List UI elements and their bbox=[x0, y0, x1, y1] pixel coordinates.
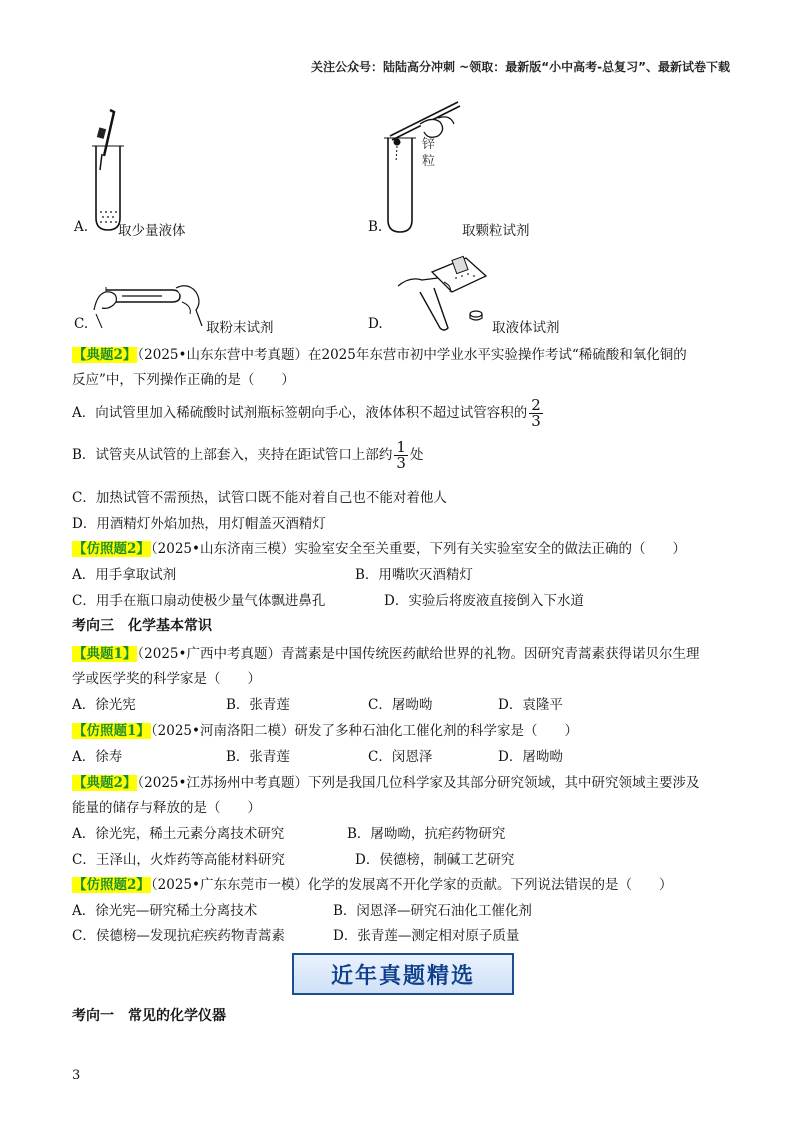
option-c: C．闵恩泽 bbox=[368, 749, 433, 765]
option-c: C．用手在瓶口扇动使极少量气体飘进鼻孔 bbox=[72, 593, 326, 609]
question-fang1-line1 bbox=[72, 719, 578, 739]
figure-a-caption: 取少量液体 bbox=[118, 223, 186, 239]
question-text: （2025•广东东莞市一模）化学的发展离不开化学家的贡献。下列说法错误的是（ ） bbox=[150, 877, 673, 893]
figure-c-powder-image bbox=[92, 280, 212, 330]
option-d: D．侯德榜，制碱工艺研究 bbox=[355, 852, 515, 868]
figure-b-letter: B. bbox=[368, 219, 383, 235]
option-d: D．张青莲—测定相对原子质量 bbox=[333, 928, 520, 944]
figure-b-caption: 取颗粒试剂 bbox=[462, 223, 530, 239]
page-number: 3 bbox=[72, 1068, 81, 1083]
figure-d-letter: D. bbox=[368, 316, 383, 332]
question-tag: 【典题1】 bbox=[73, 646, 137, 662]
question-dian2-a-line2: 反应”中，下列操作正确的是（ ） bbox=[72, 372, 295, 388]
question-text: （2025•广西中考真题）青蒿素是中国传统医药献给世界的礼物。因研究青蒿素获得诺贝尔生理 bbox=[137, 646, 700, 662]
section-banner bbox=[292, 953, 514, 995]
option-d: D．实验后将废液直接倒入下水道 bbox=[384, 593, 584, 609]
option-text: B．试管夹从试管的上部套入，夹持在距试管口上部约 bbox=[72, 447, 393, 463]
option-d: D．袁隆平 bbox=[498, 697, 563, 713]
option-text: A．向试管里加入稀硫酸时试剂瓶标签朝向手心，液体体积不超过试管容积的 bbox=[72, 405, 528, 421]
option-b bbox=[72, 440, 423, 471]
question-text: （2025•江苏扬州中考真题）下列是我国几位科学家及其部分研究领域，其中研究领域主要涉及 bbox=[137, 775, 700, 791]
question-tag: 【典题2】 bbox=[73, 775, 137, 791]
question-tag: 【仿照题2】 bbox=[73, 877, 150, 893]
option-a: A．徐光宪—研究稀土分离技术 bbox=[72, 903, 258, 919]
fraction-numerator: 2 bbox=[531, 396, 541, 414]
question-fang2-b-line1 bbox=[72, 873, 672, 893]
option-a bbox=[72, 398, 545, 429]
option-tail: 处 bbox=[409, 447, 424, 463]
figure-c-letter: C. bbox=[74, 316, 89, 332]
question-dian2-b-line1 bbox=[72, 771, 699, 791]
question-tag: 【仿照题2】 bbox=[73, 541, 150, 557]
option-a: A．徐光宪，稀土元素分离技术研究 bbox=[72, 826, 285, 842]
figure-b-zinc-label: 锌 粒 bbox=[422, 137, 436, 169]
option-c: C．王泽山，火炸药等高能材料研究 bbox=[72, 852, 285, 868]
option-b: B．张青莲 bbox=[226, 749, 290, 765]
question-dian1-line1 bbox=[72, 642, 699, 662]
option-c: C．屠呦呦 bbox=[368, 697, 433, 713]
option-d: D．用酒精灯外焰加热，用灯帽盖灭酒精灯 bbox=[72, 516, 326, 532]
question-tag: 【仿照题1】 bbox=[73, 723, 150, 739]
question-dian2-b-line2: 能量的储存与释放的是（ ） bbox=[72, 800, 261, 816]
option-b: B．闵恩泽—研究石油化工催化剂 bbox=[333, 903, 532, 919]
option-b: B．用嘴吹灭酒精灯 bbox=[355, 567, 473, 583]
option-c: C．加热试管不需预热，试管口既不能对着自己也不能对着他人 bbox=[72, 490, 447, 506]
fraction-numerator: 1 bbox=[396, 438, 406, 456]
page-header: 关注公众号：陆陆高分冲刺 ~领取：最新版“小中高考-总复习”、最新试卷下载 bbox=[311, 60, 730, 74]
question-text: （2025•河南洛阳二模）研发了多种石油化工催化剂的科学家是（ ） bbox=[150, 723, 578, 739]
option-a: A．用手拿取试剂 bbox=[72, 567, 177, 583]
option-a: A．徐光宪 bbox=[72, 697, 136, 713]
section-title: 考向一 常见的化学仪器 bbox=[72, 1008, 226, 1024]
figure-c-caption: 取粉末试剂 bbox=[206, 320, 274, 336]
option-c: C．侯德榜—发现抗疟疾药物青蒿素 bbox=[72, 928, 285, 944]
figure-a-dropper-image bbox=[88, 108, 128, 236]
question-text: （2025•山东济南三模）实验室安全至关重要，下列有关实验室安全的做法正确的（ ） bbox=[150, 541, 686, 557]
question-text: （2025•山东东营中考真题）在2025年东营市初中学业水平实验操作考试“稀硫酸和氧化铜的 bbox=[137, 347, 687, 363]
question-dian1-line2: 学或医学奖的科学家是（ ） bbox=[72, 671, 261, 687]
figure-a-letter: A. bbox=[74, 219, 89, 235]
option-d: D．屠呦呦 bbox=[498, 749, 563, 765]
banner-title: 近年真题精选 bbox=[330, 963, 475, 989]
fraction-denominator: 3 bbox=[396, 454, 406, 472]
option-a: A．徐寿 bbox=[72, 749, 123, 765]
question-fang2-a-line1 bbox=[72, 537, 686, 557]
fraction bbox=[394, 440, 408, 471]
section-title: 考向三 化学基本常识 bbox=[72, 618, 212, 634]
figure-d-pouring-image bbox=[392, 252, 492, 332]
option-b: B．张青莲 bbox=[226, 697, 290, 713]
fraction-denominator: 3 bbox=[531, 412, 541, 430]
figure-d-caption: 取液体试剂 bbox=[492, 320, 560, 336]
question-dian2-a-line1 bbox=[72, 343, 687, 363]
fraction bbox=[529, 398, 543, 429]
option-b: B．屠呦呦，抗疟药物研究 bbox=[347, 826, 506, 842]
question-tag: 【典题2】 bbox=[73, 347, 137, 363]
